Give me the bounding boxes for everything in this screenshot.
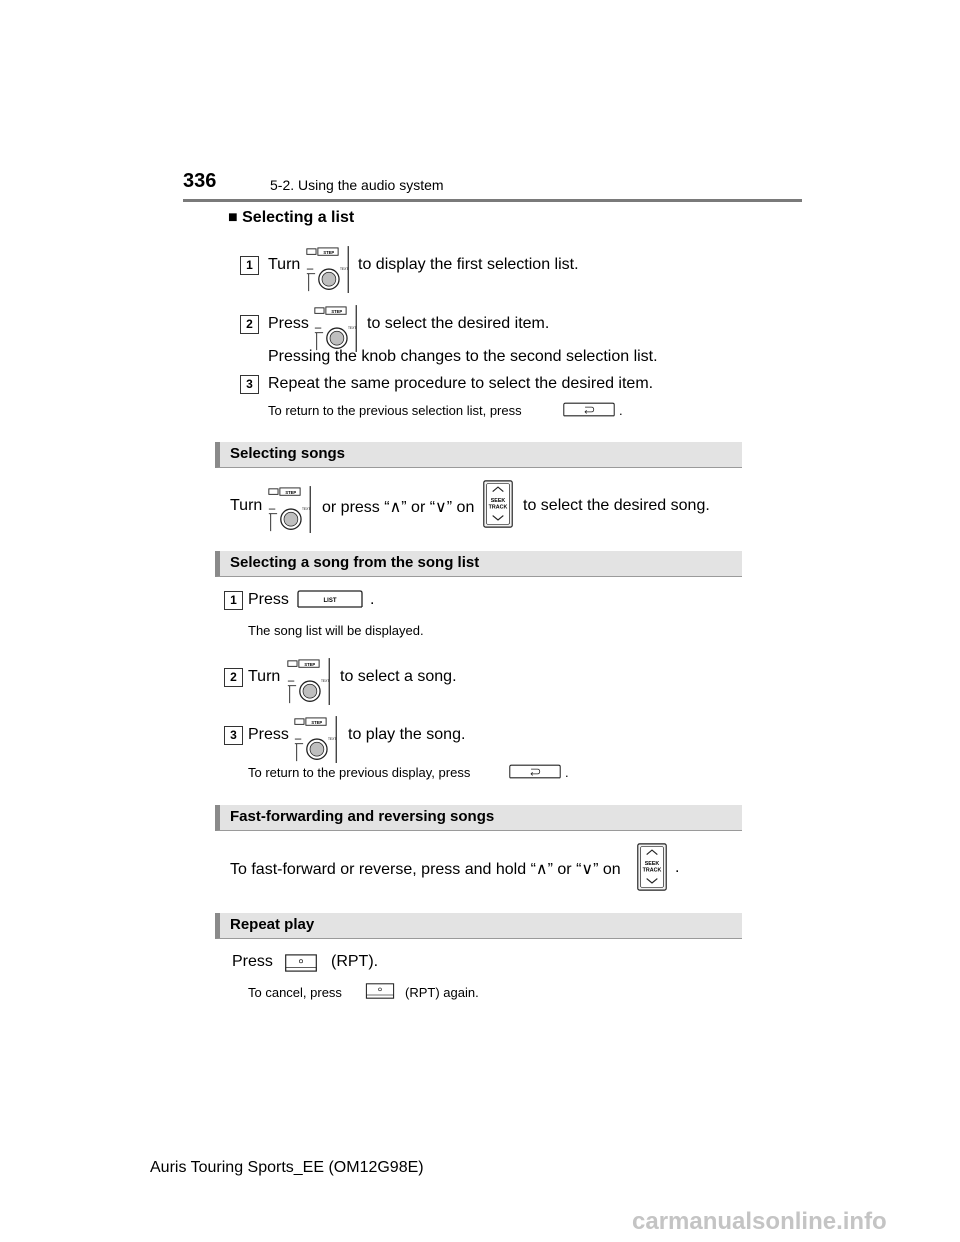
songs-mid: or press “∧” or “∨” on [322, 499, 475, 516]
repeat-pre: Press [232, 953, 273, 970]
step-3-text: Repeat the same procedure to select the desired item. [268, 375, 654, 392]
song-step-3-post: to play the song. [348, 726, 466, 743]
song-step-1-note: The song list will be displayed. [248, 623, 424, 638]
step-badge-3: 3 [240, 375, 259, 394]
song-step-2-pre: Turn [248, 668, 281, 685]
section-heading-repeat-play [215, 913, 742, 939]
step-2-pre: Press [268, 315, 309, 332]
tip-end: . [565, 765, 569, 780]
songs-post: to select the desired song. [523, 497, 710, 514]
step-badge-1: 1 [240, 256, 259, 275]
page-number: 336 [183, 170, 217, 192]
tune-knob-icon [305, 245, 351, 295]
repeat-tip-post: (RPT) again. [405, 985, 479, 1000]
back-button-icon [509, 764, 561, 779]
song-step-1-post: . [370, 591, 375, 608]
heading-text: Selecting a song from the song list [230, 554, 480, 571]
subsection-title-text: Selecting a list [242, 209, 355, 226]
section-heading-fast-forward [215, 805, 742, 831]
rpt-button-icon [284, 954, 318, 972]
heading-text: Repeat play [230, 916, 315, 933]
tune-knob-icon [267, 485, 313, 535]
back-button-icon [563, 402, 615, 417]
repeat-tip-pre: To cancel, press [248, 985, 342, 1000]
tune-knob-icon [313, 304, 359, 354]
step-badge-3: 3 [224, 726, 243, 745]
section-title: 5-2. Using the audio system [270, 177, 444, 193]
repeat-post: (RPT). [331, 953, 379, 970]
fast-forward-end: . [675, 859, 680, 876]
step-2-post: to select the desired item. [367, 315, 550, 332]
step-1-post: to display the first selection list. [358, 256, 579, 273]
song-step-2-post: to select a song. [340, 668, 457, 685]
seek-track-button-icon [635, 843, 669, 891]
song-step-3-pre: Press [248, 726, 289, 743]
step-badge-2: 2 [240, 315, 259, 334]
step-2-note: Pressing the knob changes to the second selection list. [268, 348, 658, 365]
section-heading-selecting-songs [215, 442, 742, 468]
section-heading-song-list [215, 551, 742, 577]
fast-forward-text: To fast-forward or reverse, press and hold “∧” or “∨” on [230, 861, 621, 878]
square-bullet-icon: ■ [228, 209, 238, 226]
step-1-pre: Turn [268, 256, 301, 273]
heading-text: Fast-forwarding and reversing songs [230, 808, 495, 825]
watermark: carmanualsonline.info [632, 1208, 887, 1235]
seek-track-button-icon [481, 480, 515, 528]
tip-text: To return to the previous display, press [248, 765, 471, 780]
header-divider [183, 199, 802, 202]
subsection-title [228, 209, 354, 227]
tune-knob-icon [286, 657, 332, 707]
manual-footer: Auris Touring Sports_EE (OM12G98E) [150, 1159, 424, 1176]
songs-pre: Turn [230, 497, 263, 514]
tip-text: To return to the previous selection list, press [268, 403, 522, 418]
list-button-icon [297, 590, 363, 608]
tune-knob-icon [293, 715, 339, 765]
step-badge-2: 2 [224, 668, 243, 687]
rpt-button-icon [364, 983, 396, 999]
tip-end: . [619, 403, 623, 418]
step-badge-1: 1 [224, 591, 243, 610]
song-step-1-pre: Press [248, 591, 289, 608]
heading-text: Selecting songs [230, 445, 346, 462]
